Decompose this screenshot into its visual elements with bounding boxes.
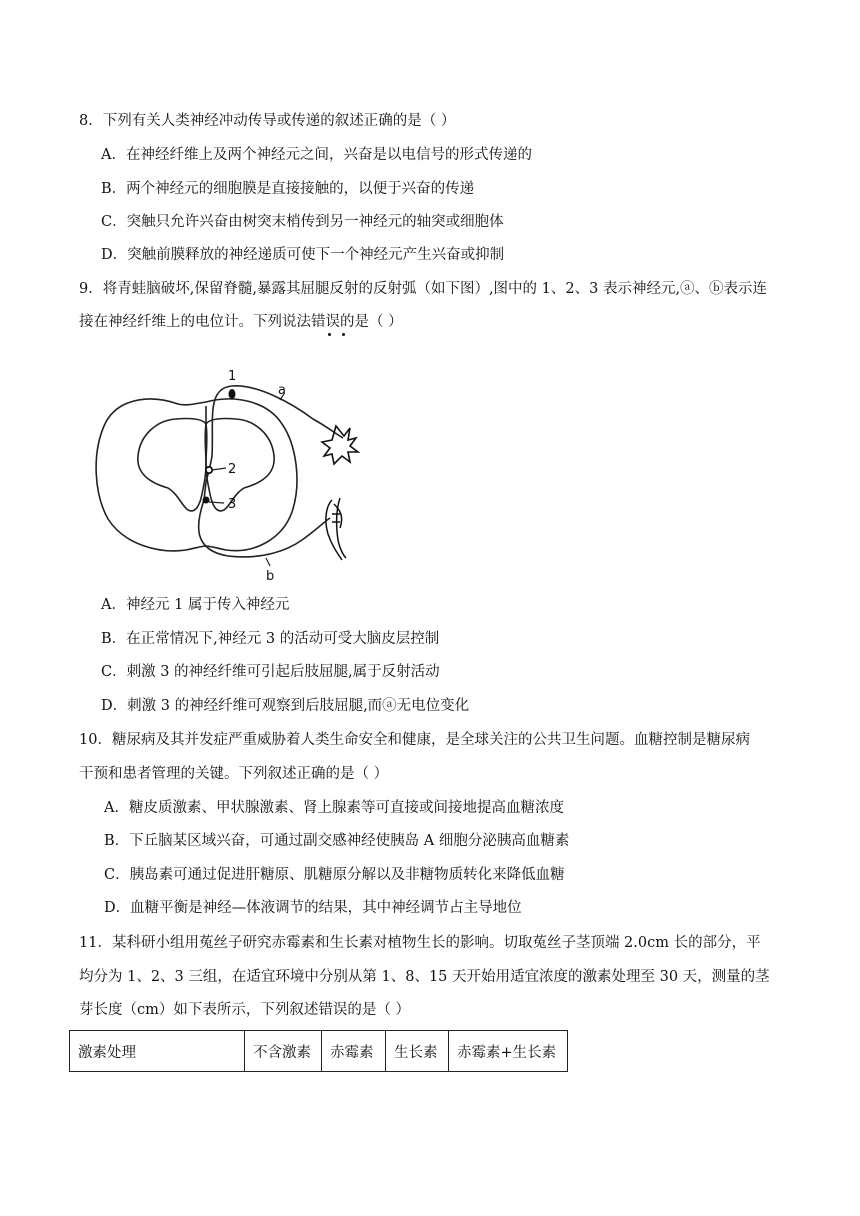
afferent-fiber-to-receptor: [232, 386, 343, 438]
q8-option-a: A．在神经纤维上及两个神经元之间，兴奋是以电信号的形式传递的: [101, 147, 532, 163]
q8-option-b: B．两个神经元的细胞膜是直接接触的，以便于兴奋的传递: [101, 181, 475, 197]
q10-stem-line2: 干预和患者管理的关键。下列叙述正确的是（ ）: [79, 766, 389, 782]
q11-stem-line2: 均分为 1、2、3 三组，在适宜环境中分别从第 1、8、15 天开始用适宜浓度的激素处理至 30 天，测量的茎: [79, 969, 770, 985]
grey-matter-right: [205, 419, 274, 511]
table-header-cell: 激素处理: [70, 1031, 245, 1072]
muscle-icon: [326, 498, 346, 560]
label-meter-a: a: [278, 383, 286, 398]
label-neuron-2: 2: [228, 462, 237, 477]
q9-option-a: A．神经元 1 属于传入神经元: [101, 597, 290, 613]
q8-stem: 8．下列有关人类神经冲动传导或传递的叙述正确的是（ ）: [79, 113, 456, 129]
label-neuron-3: 3: [228, 497, 237, 512]
q9-option-b: B．在正常情况下,神经元 3 的活动可受大脑皮层控制: [101, 631, 440, 647]
table-header-row: [70, 1031, 568, 1072]
table-header-cell: 赤霉素: [322, 1031, 386, 1072]
q8-option-d: D．突触前膜释放的神经递质可使下一个神经元产生兴奋或抑制: [101, 247, 505, 263]
q9-option-c: C．刺激 3 的神经纤维可引起后肢屈腿,属于反射活动: [101, 664, 440, 680]
q9-option-d: D．刺激 3 的神经纤维可观察到后肢屈腿,而ⓐ无电位变化: [101, 698, 470, 714]
grey-matter-left: [138, 419, 207, 511]
q10-option-d: D．血糖平衡是神经—体液调节的结果，其中神经调节占主导地位: [104, 900, 522, 916]
q11-stem-line1: 11．某科研小组用菟丝子研究赤霉素和生长素对植物生长的影响。切取菟丝子茎顶端 2.0cm 长的部分，平: [79, 935, 761, 951]
q9-stem-line1: 9．将青蛙脑破坏,保留脊髓,暴露其屈腿反射的反射弧（如下图）,图中的 1、2、3 表示神经元,ⓐ、ⓑ表示连: [79, 281, 768, 297]
hormone-table: [69, 1030, 568, 1072]
spinal-cord-outline: [96, 399, 297, 551]
q10-option-a: A．糖皮质激素、甲状腺激素、肾上腺素等可直接或间接地提高血糖浓度: [104, 800, 564, 816]
q9-stem-line2: 接在神经纤维上的电位计。下列说法错误的是（ ）: [79, 314, 403, 330]
neuron-1-cell-body: [229, 389, 236, 399]
table-header-cell: 赤霉素+生长素: [449, 1031, 568, 1072]
label-meter-b: b: [266, 569, 275, 584]
table-header-cell: 生长素: [386, 1031, 449, 1072]
q10-option-c: C．胰岛素可通过促进肝糖原、肌糖原分解以及非糖物质转化来降低血糖: [104, 867, 565, 883]
neuron-2-cell-body: [206, 467, 212, 473]
table-header-cell: 不含激素: [245, 1031, 322, 1072]
neuron-3-cell-body: [203, 497, 210, 504]
receptor-icon: [322, 426, 358, 464]
emphasis-dot: [342, 333, 345, 336]
reflex-arc-figure: [88, 364, 398, 586]
q10-option-b: B．下丘脑某区域兴奋，可通过副交感神经使胰岛 A 细胞分泌胰高血糖素: [104, 833, 570, 849]
emphasis-dot: [328, 333, 331, 336]
q11-stem-line3: 芽长度（cm）如下表所示，下列叙述错误的是（ ）: [79, 1002, 410, 1018]
label-neuron-1: 1: [228, 369, 237, 384]
q10-stem-line1: 10．糖尿病及其并发症严重威胁着人类生命安全和健康，是全球关注的公共卫生问题。血糖控制是糖尿病: [79, 732, 750, 748]
q8-option-c: C．突触只允许兴奋由树突末梢传到另一神经元的轴突或细胞体: [101, 214, 504, 230]
